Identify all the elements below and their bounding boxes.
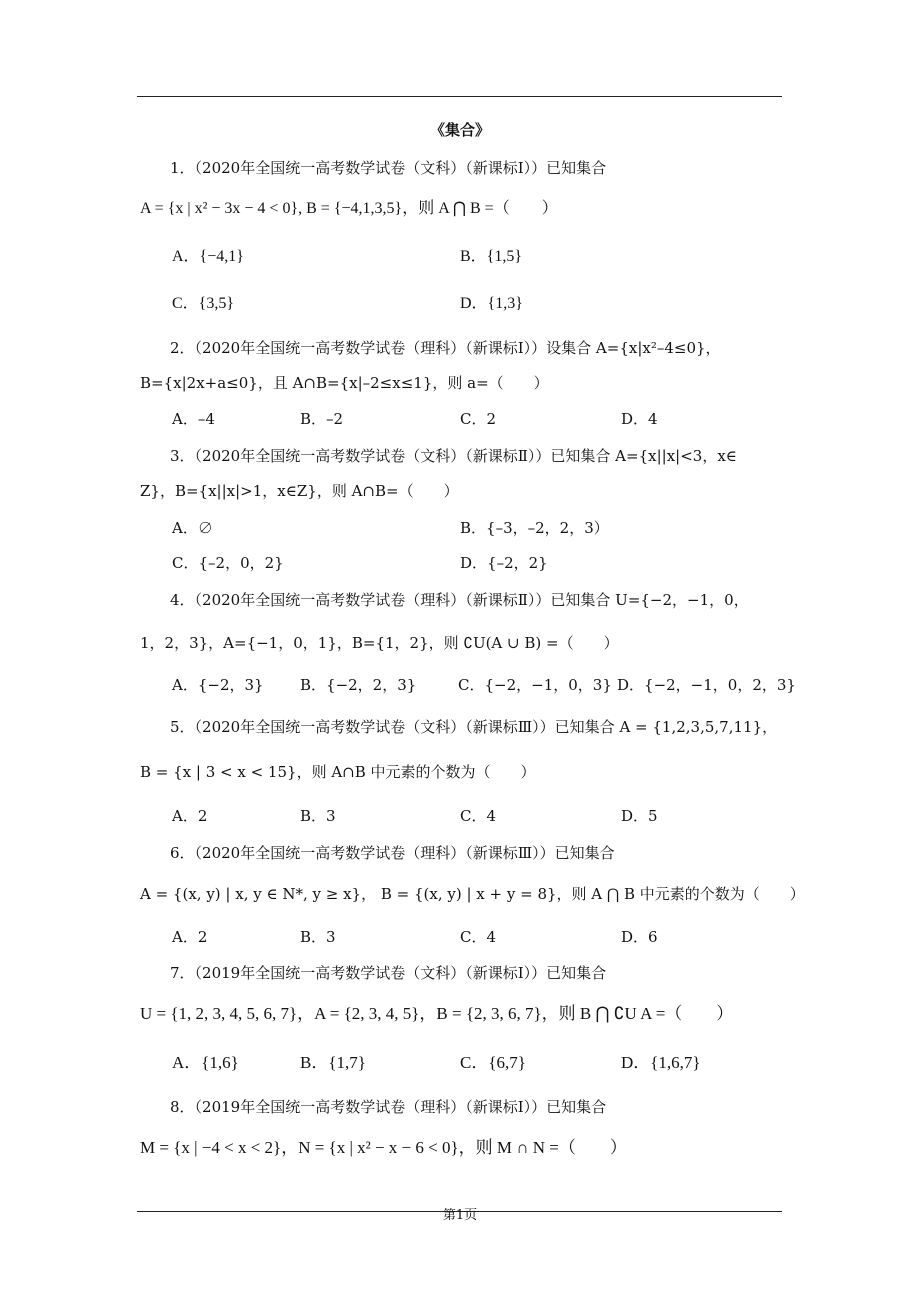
q1-option-d: D．{1,3} — [460, 295, 523, 312]
q4-option-b: B．{−2，2，3} — [300, 676, 417, 694]
q7-option-c: C．{6,7} — [460, 1053, 526, 1072]
q6-option-a: A．2 — [172, 928, 208, 946]
q4-option-a: A．{−2，3} — [172, 676, 264, 694]
q3-option-a: A．∅ — [172, 519, 213, 537]
q2-stem-line1: 2．（2020年全国统一高考数学试卷（理科）（新课标Ⅰ））设集合 A={x|x²–4≤0}， — [170, 339, 721, 357]
page-number: 第1页 — [442, 1208, 478, 1223]
q4-option-c: C．{−2，−1，0，3} — [458, 676, 612, 694]
q3-option-b: B．{–3，–2，2，3） — [460, 519, 609, 537]
q6-option-c: C．4 — [460, 928, 497, 946]
q1-option-c: C．{3,5} — [172, 295, 235, 312]
q2-stem-line2: B={x|2x+a≤0}，且 A∩B={x|–2≤x≤1}，则 a=（ ） — [140, 374, 549, 392]
q5-option-d: D．5 — [621, 807, 658, 825]
q3-option-c: C．{–2，0，2} — [172, 554, 284, 572]
q5-stem-line2: B = {x | 3 < x < 15}，则 A∩B 中元素的个数为（ ） — [140, 763, 536, 781]
q6-stem-line1: 6．（2020年全国统一高考数学试卷（理科）（新课标Ⅲ））已知集合 — [170, 844, 615, 862]
q2-option-b: B．–2 — [300, 410, 344, 428]
q8-stem-line1: 8．（2019年全国统一高考数学试卷（理科）（新课标Ⅰ））已知集合 — [170, 1098, 607, 1116]
q8-stem-line2: M = {x | −4 < x < 2}，N = {x | x² − x − 6 < 0}，则 M ∩ N =（ ） — [140, 1138, 627, 1157]
q7-option-d: D．{1,6,7} — [621, 1053, 701, 1072]
q5-option-c: C．4 — [460, 807, 497, 825]
q5-stem-line1: 5．（2020年全国统一高考数学试卷（文科）（新课标Ⅲ））已知集合 A = {1,2,3,5,7,11}， — [170, 718, 778, 736]
q7-option-a: A．{1,6} — [172, 1053, 239, 1072]
q6-option-d: D．6 — [621, 928, 658, 946]
q4-option-d: D．{−2，−1，0，2，3} — [617, 676, 796, 694]
q3-stem-line2: Z}，B={x||x|>1，x∈Z}，则 A∩B=（ ） — [140, 482, 459, 500]
q6-option-b: B．3 — [300, 928, 336, 946]
q2-option-d: D．4 — [621, 410, 658, 428]
q2-option-a: A．–4 — [172, 410, 215, 428]
q7-stem-line1: 7．（2019年全国统一高考数学试卷（文科）（新课标Ⅰ））已知集合 — [170, 964, 607, 982]
q2-option-c: C．2 — [460, 410, 497, 428]
q6-stem-line2: A = {(x, y) | x, y ∈ N*, y ≥ x}， B = {(x, y) | x + y = 8}，则 A ⋂ B 中元素的个数为（ ） — [140, 885, 805, 903]
q4-stem-line1: 4．（2020年全国统一高考数学试卷（理科）（新课标Ⅱ））已知集合 U={−2，−1，0， — [170, 591, 749, 609]
q7-stem-line2: U = {1, 2, 3, 4, 5, 6, 7}，A = {2, 3, 4, 5}，B = {2, 3, 6, 7}，则 B ⋂ ∁U A =（ ） — [140, 1004, 734, 1023]
q1-option-a: A．{−4,1} — [172, 248, 244, 265]
q4-stem-line2: 1，2，3}，A={−1，0，1}，B={1，2}，则 ∁U(A ∪ B) =（ ） — [140, 634, 619, 652]
q5-option-a: A．2 — [172, 807, 208, 825]
q1-stem-line1: 1．（2020年全国统一高考数学试卷（文科）（新课标Ⅰ））已知集合 — [170, 159, 607, 177]
page-title: 《集合》 — [429, 121, 490, 139]
q1-stem-line2: A = {x | x² − 3x − 4 < 0}, B = {−4,1,3,5}，则 A ⋂ B =（ ） — [140, 200, 558, 217]
header-rule — [137, 96, 782, 97]
q1-option-b: B．{1,5} — [460, 248, 523, 265]
q3-stem-line1: 3．（2020年全国统一高考数学试卷（文科）（新课标Ⅱ））已知集合 A={x||x|<3，x∈ — [170, 447, 737, 465]
q7-option-b: B．{1,7} — [300, 1053, 366, 1072]
q5-option-b: B．3 — [300, 807, 336, 825]
q3-option-d: D．{–2，2} — [460, 554, 548, 572]
